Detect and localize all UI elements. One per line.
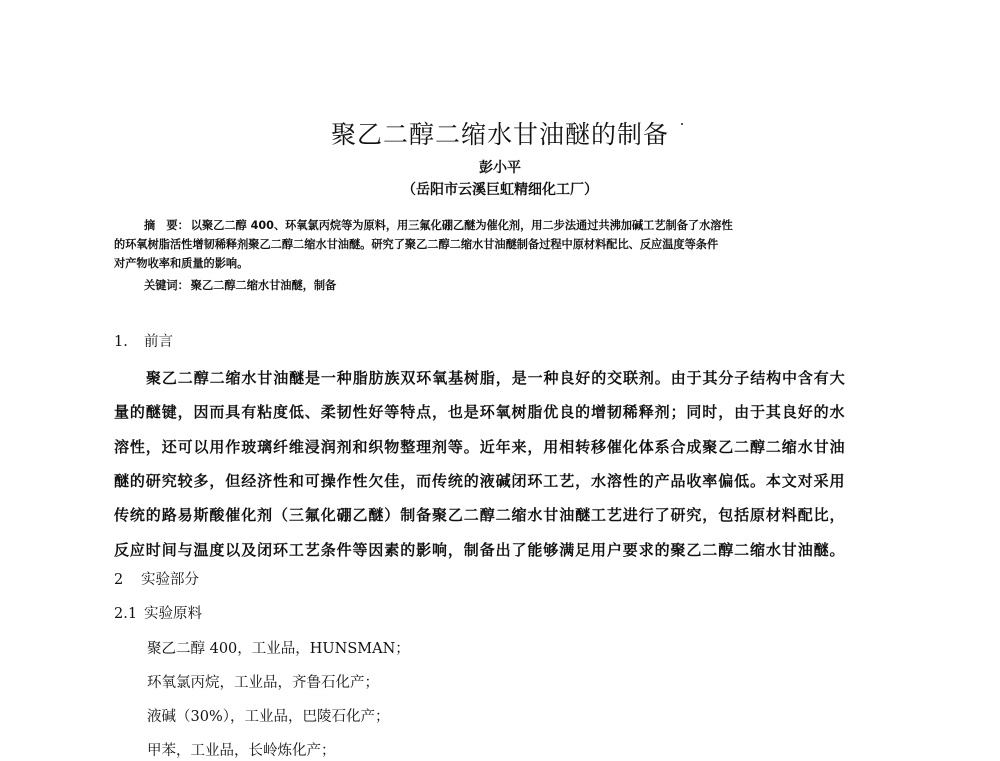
section-number: 2 bbox=[114, 572, 124, 588]
section-heading-2-1 bbox=[114, 604, 202, 624]
material-item: 聚乙二醇 400，工业品，HUNSMAN； bbox=[147, 641, 410, 657]
section-heading-1 bbox=[114, 332, 173, 352]
paper-affiliation: （岳阳市云溪巨虹精细化工厂） bbox=[402, 182, 598, 198]
abstract-label: 摘 要： bbox=[144, 219, 189, 232]
paragraph-line: 醚的研究较多，但经济性和可操作性欠佳，而传统的液碱闭环工艺，水溶性的产品收率偏低。本文对采用 bbox=[114, 472, 846, 490]
abstract-line-1 bbox=[144, 217, 922, 234]
paragraph-line: 量的醚键，因而具有粘度低、柔韧性好等特点，也是环氧树脂优良的增韧稀释剂；同时，由于其良好的水 bbox=[114, 403, 846, 421]
section-number: 2.1 bbox=[114, 606, 138, 622]
paragraph-line: 反应时间与温度以及闭环工艺条件等因素的影响，制备出了能够满足用户要求的聚乙二醇二缩水甘油醚。 bbox=[114, 541, 846, 559]
keywords-text: 聚乙二醇二缩水甘油醚，制备 bbox=[190, 279, 337, 292]
abstract-line-3: 对产物收率和质量的影响。 bbox=[114, 257, 249, 270]
paper-title: 聚乙二醇二缩水甘油醚的制备 bbox=[330, 120, 669, 149]
material-item: 液碱（30%），工业品，巴陵石化产； bbox=[147, 709, 390, 725]
paragraph-line: 聚乙二醇二缩水甘油醚是一种脂肪族双环氧基树脂，是一种良好的交联剂。由于其分子结构中含有大 bbox=[146, 369, 846, 387]
material-item: 环氧氯丙烷，工业品，齐鲁石化产； bbox=[147, 675, 379, 691]
abstract-line-2: 的环氧树脂活性增韧稀释剂聚乙二醇二缩水甘油醚。研究了聚乙二醇二缩水甘油醚制备过程中原材料配比、反应温度等条件 bbox=[114, 238, 719, 251]
keywords-label: 关键词： bbox=[144, 279, 189, 292]
keywords-line bbox=[144, 277, 922, 294]
abstract-text: 以聚乙二醇 400、环氧氯丙烷等为原料，用三氟化硼乙醚为催化剂，用二步法通过共沸加碱工艺制备了水溶性 bbox=[190, 219, 733, 232]
material-item: 甲苯，工业品，长岭炼化产； bbox=[147, 743, 336, 759]
paper-author: 彭小平 bbox=[479, 160, 521, 176]
section-number: 1. bbox=[114, 334, 128, 350]
section-heading-2 bbox=[114, 570, 199, 590]
paragraph-line: 传统的路易斯酸催化剂（三氟化硼乙醚）制备聚乙二醇二缩水甘油醚工艺进行了研究，包括原材料配比， bbox=[114, 506, 846, 524]
scan-speck bbox=[681, 123, 683, 125]
section-title: 前言 bbox=[144, 334, 173, 350]
section-title: 实验原料 bbox=[144, 606, 202, 622]
paragraph-line: 溶性，还可以用作玻璃纤维浸润剂和织物整理剂等。近年来，用相转移催化体系合成聚乙二醇二缩水甘油 bbox=[114, 438, 846, 456]
section-title: 实验部分 bbox=[141, 572, 199, 588]
